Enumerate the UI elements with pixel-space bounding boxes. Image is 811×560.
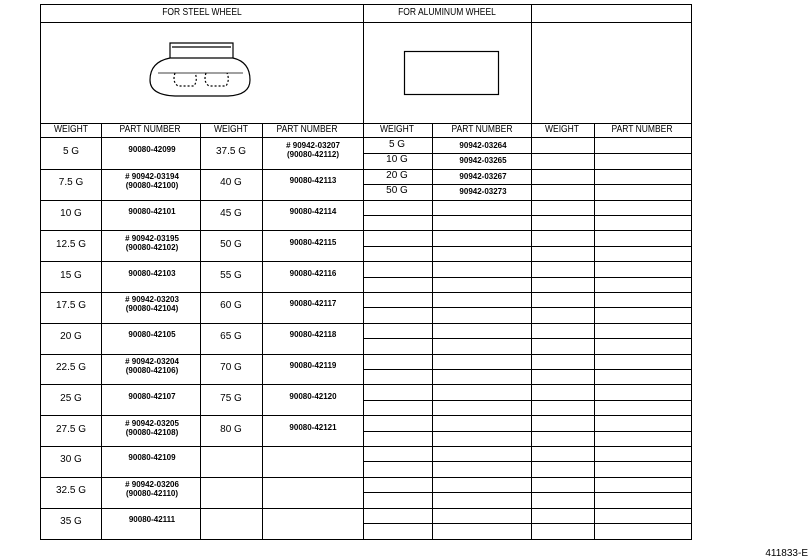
col-header-weight-2: WEIGHT	[214, 124, 248, 135]
part-number-cell: # 90942-03204	[125, 357, 179, 366]
part-number-cell: 90080-42111	[128, 515, 176, 524]
part-number-cell: 90080-42120	[289, 391, 337, 401]
part-number-cell: 90080-42114	[289, 207, 337, 216]
part-number-cell: # 90942-03207	[286, 141, 340, 151]
col-header-part-3: PART NUMBER	[451, 124, 513, 135]
weight-cell: 50 G	[220, 238, 242, 250]
part-number-cell: 90080-42105	[128, 330, 176, 340]
alt-part-number-cell: (90080-42102)	[125, 242, 179, 252]
col-header-weight-4: WEIGHT	[545, 124, 579, 135]
part-number-cell: 90080-42118	[289, 330, 337, 340]
weight-cell: 10 G	[386, 154, 408, 166]
weight-cell: 20 G	[60, 331, 82, 343]
aluminum-weight-icon	[405, 52, 499, 95]
alt-part-number-cell: (90080-42106)	[125, 366, 179, 375]
weight-cell: 37.5 G	[215, 146, 247, 158]
part-number-cell: 90080-42119	[289, 361, 337, 370]
col-header-weight-3: WEIGHT	[380, 124, 414, 135]
weight-cell: 25 G	[60, 392, 82, 404]
part-number-cell: 90080-42099	[128, 145, 176, 155]
weight-cell: 5 G	[388, 138, 406, 150]
part-number-cell: 90942-03273	[459, 186, 507, 196]
part-number-cell: 90080-42121	[289, 422, 337, 432]
part-number-cell: 90080-42103	[128, 268, 176, 278]
weight-cell: 65 G	[220, 331, 242, 343]
weight-cell: 7.5 G	[58, 177, 84, 189]
weight-cell: 22.5 G	[55, 362, 87, 373]
part-number-cell: # 90942-03195	[125, 233, 179, 243]
weight-cell: 80 G	[220, 423, 242, 435]
weight-cell: 55 G	[220, 269, 242, 281]
part-number-cell: # 90942-03206	[125, 480, 179, 490]
part-number-cell: 90942-03265	[459, 156, 507, 166]
weight-cell: 10 G	[60, 208, 82, 219]
alt-part-number-cell: (90080-42110)	[125, 489, 179, 499]
part-number-cell: 90942-03267	[459, 171, 507, 181]
col-header-part-1: PART NUMBER	[119, 124, 181, 135]
steel-weight-icon	[150, 43, 250, 96]
alt-part-number-cell: (90080-42112)	[286, 150, 340, 160]
alt-part-number-cell: (90080-42100)	[125, 181, 179, 191]
weight-cell: 45 G	[220, 208, 242, 219]
weight-cell: 75 G	[220, 392, 242, 404]
weight-cell: 70 G	[220, 362, 242, 373]
steel-header: FOR STEEL WHEEL	[162, 7, 242, 18]
weight-cell: 12.5 G	[55, 238, 87, 250]
weight-cell: 30 G	[60, 454, 82, 466]
part-number-cell: # 90942-03205	[125, 418, 179, 428]
part-number-cell: 90080-42116	[289, 268, 337, 278]
weight-cell: 20 G	[386, 169, 408, 181]
part-number-cell: # 90942-03203	[125, 295, 179, 305]
weight-cell: 15 G	[60, 269, 82, 281]
part-number-cell: 90080-42101	[128, 207, 176, 216]
part-number-cell: # 90942-03194	[125, 172, 179, 182]
weight-cell: 60 G	[220, 300, 242, 312]
alt-part-number-cell: (90080-42104)	[125, 304, 179, 314]
weight-cell: 5 G	[62, 146, 80, 158]
weight-cell: 17.5 G	[55, 300, 87, 312]
col-header-weight-1: WEIGHT	[54, 124, 88, 135]
weight-cell: 40 G	[220, 177, 242, 189]
weight-cell: 35 G	[60, 516, 82, 527]
part-number-cell: 90942-03264	[459, 140, 507, 150]
weight-cell: 50 G	[386, 184, 408, 196]
part-number-cell: 90080-42117	[289, 299, 337, 309]
part-number-cell: 90080-42109	[128, 453, 176, 463]
col-header-part-2: PART NUMBER	[276, 124, 338, 135]
alt-part-number-cell: (90080-42108)	[125, 427, 179, 437]
weight-cell: 32.5 G	[55, 485, 87, 497]
col-header-part-4: PART NUMBER	[611, 124, 673, 135]
weight-cell: 27.5 G	[55, 423, 87, 435]
part-number-cell: 90080-42115	[289, 237, 337, 247]
part-number-cell: 90080-42113	[289, 176, 337, 186]
part-number-cell: 90080-42107	[128, 391, 176, 401]
figure-code: 411833-E	[765, 548, 808, 559]
aluminum-header: FOR ALUMINUM WHEEL	[398, 7, 496, 18]
